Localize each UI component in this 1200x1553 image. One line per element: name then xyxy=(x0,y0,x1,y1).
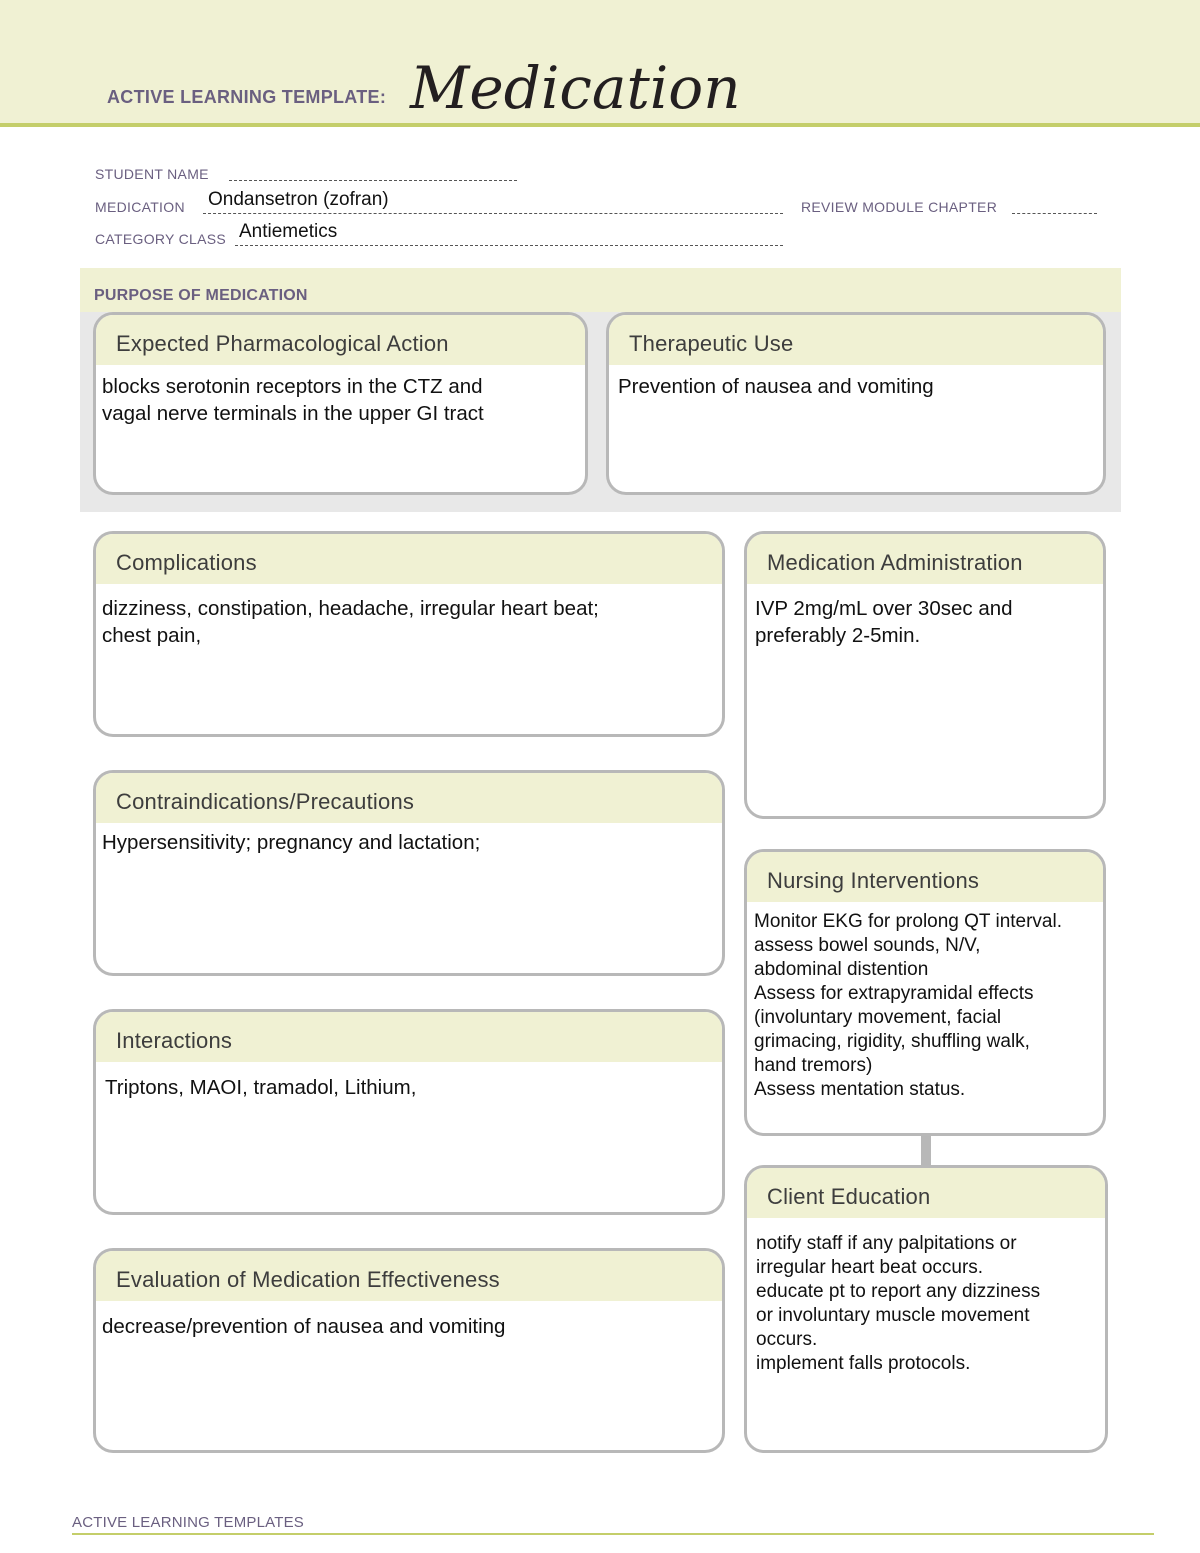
client-education-title: Client Education xyxy=(747,1168,1105,1218)
complications-title: Complications xyxy=(96,534,722,584)
expected-action-box[interactable] xyxy=(93,312,588,495)
expected-action-text: blocks serotonin receptors in the CTZ and vagal nerve terminals in the upper GI tract xyxy=(102,375,484,425)
category-class-label: CATEGORY CLASS xyxy=(95,231,227,247)
box-connector xyxy=(921,1135,931,1167)
therapeutic-use-title: Therapeutic Use xyxy=(609,315,1103,365)
medication-label: MEDICATION xyxy=(95,199,185,215)
footer-divider xyxy=(72,1533,1154,1535)
interactions-text: Triptons, MAOI, tramadol, Lithium, xyxy=(105,1076,417,1099)
medication-value: Ondansetron (zofran) xyxy=(208,189,389,210)
expected-action-title: Expected Pharmacological Action xyxy=(96,315,585,365)
page-title: Medication xyxy=(410,54,741,122)
client-education-box[interactable] xyxy=(744,1165,1108,1453)
contraindications-title: Contraindications/Precautions xyxy=(96,773,722,823)
header-divider xyxy=(0,123,1200,127)
nursing-interventions-box[interactable] xyxy=(744,849,1106,1136)
medication-administration-title: Medication Administration xyxy=(747,534,1103,584)
medication-administration-text: IVP 2mg/mL over 30sec and preferably 2-5min. xyxy=(755,597,1013,647)
evaluation-text: decrease/prevention of nausea and vomiting xyxy=(102,1315,506,1338)
footer-label: ACTIVE LEARNING TEMPLATES xyxy=(72,1514,304,1531)
category-class-field[interactable] xyxy=(235,245,783,246)
student-name-field[interactable] xyxy=(229,180,517,181)
medication-administration-box[interactable] xyxy=(744,531,1106,819)
interactions-title: Interactions xyxy=(96,1012,722,1062)
interactions-box[interactable] xyxy=(93,1009,725,1215)
student-name-label: STUDENT NAME xyxy=(95,166,209,182)
purpose-label: PURPOSE OF MEDICATION xyxy=(94,287,308,304)
template-label: ACTIVE LEARNING TEMPLATE: xyxy=(107,87,387,107)
review-module-label: REVIEW MODULE CHAPTER xyxy=(801,199,998,215)
nursing-interventions-title: Nursing Interventions xyxy=(747,852,1103,902)
complications-text: dizziness, constipation, headache, irregular heart beat; chest pain, xyxy=(102,597,599,647)
complications-box[interactable] xyxy=(93,531,725,737)
client-education-text: notify staff if any palpitations or irregular heart beat occurs. educate pt to report any dizziness or involuntary muscle movement occurs. implement falls protocols. xyxy=(756,1233,1041,1374)
therapeutic-use-text: Prevention of nausea and vomiting xyxy=(618,375,934,398)
medication-field[interactable] xyxy=(203,213,783,214)
contraindications-box[interactable] xyxy=(93,770,725,976)
evaluation-title: Evaluation of Medication Effectiveness xyxy=(96,1251,722,1301)
contraindications-text: Hypersensitivity; pregnancy and lactation; xyxy=(102,831,481,854)
therapeutic-use-box[interactable] xyxy=(606,312,1106,495)
nursing-interventions-text: Monitor EKG for prolong QT interval. assess bowel sounds, N/V, abdominal distention Assess for extrapyramidal effects (involuntary movement, facial grimacing, rigidity, shuffling walk, hand tremors) Assess mentation status. xyxy=(754,911,1062,1100)
review-module-field[interactable] xyxy=(1012,213,1097,214)
evaluation-box[interactable] xyxy=(93,1248,725,1453)
category-class-value: Antiemetics xyxy=(239,221,338,242)
